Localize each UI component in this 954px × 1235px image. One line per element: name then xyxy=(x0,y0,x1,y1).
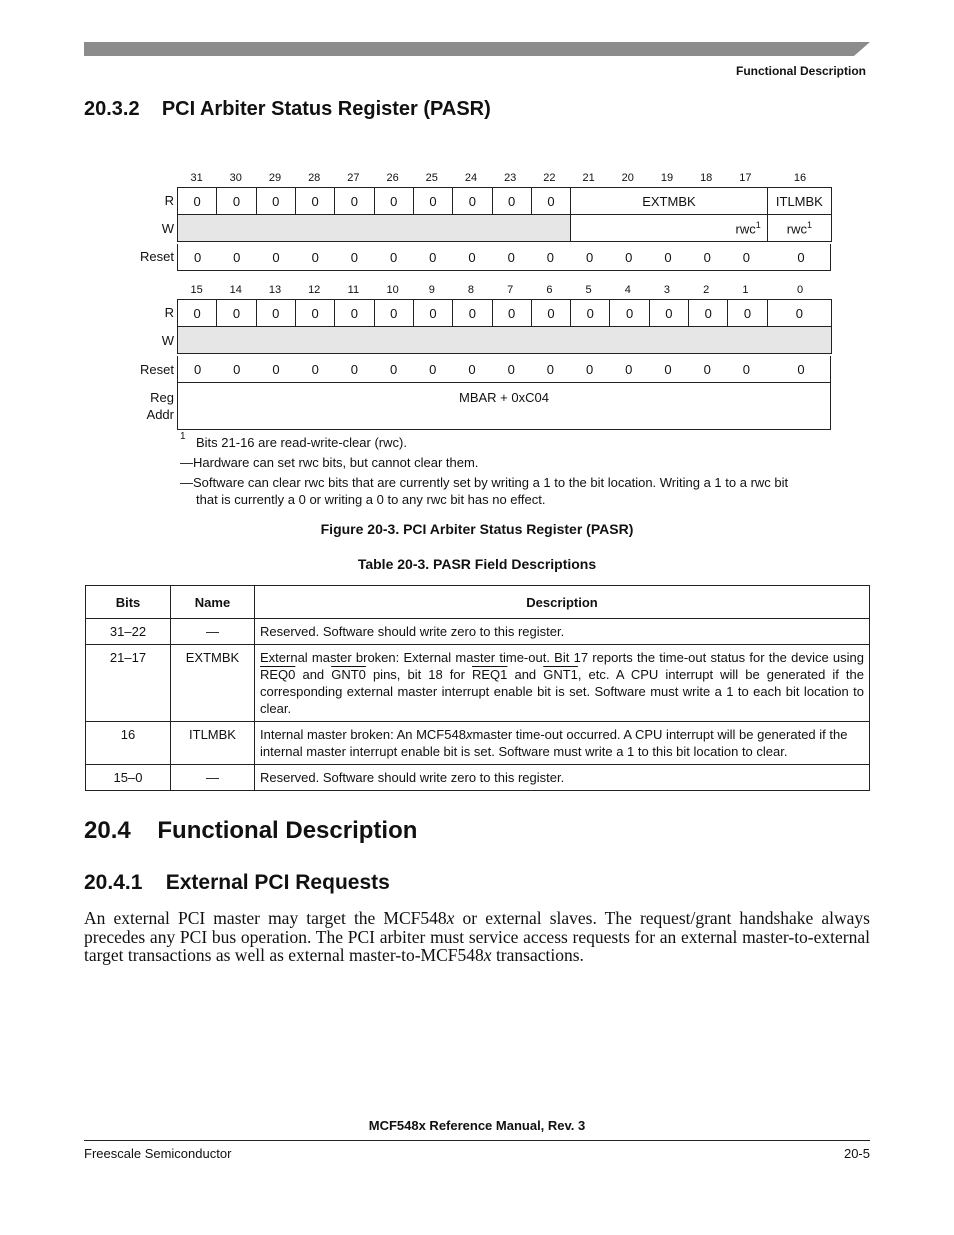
bit-cell: 0 xyxy=(453,188,492,215)
bit-cell: 0 xyxy=(295,300,334,327)
row-label-w: W xyxy=(161,333,174,348)
reset-value: 0 xyxy=(468,362,476,377)
cell-name: ITLMBK xyxy=(171,722,255,765)
cell-bits: 31–22 xyxy=(86,619,171,645)
cell-name: — xyxy=(171,765,255,791)
reset-value: 0 xyxy=(742,362,750,377)
bit-number: 26 xyxy=(386,172,399,184)
footnote-marker: 1 xyxy=(180,431,186,442)
register-address: MBAR + 0xC04 xyxy=(177,383,831,430)
bit-number: 0 xyxy=(796,284,804,296)
row-label-w: W xyxy=(161,221,174,236)
bit-number: 10 xyxy=(386,284,399,296)
bit-cell: 0 xyxy=(256,188,295,215)
reset-value: 0 xyxy=(703,250,711,265)
bit-cell: 0 xyxy=(492,188,531,215)
reset-value: 0 xyxy=(546,362,554,377)
header-bits: Bits xyxy=(86,586,171,619)
bit-number: 31 xyxy=(190,172,203,184)
bit-cell: 0 xyxy=(649,300,688,327)
bit-number: 1 xyxy=(742,284,749,296)
footer-company: Freescale Semiconductor xyxy=(84,1146,232,1161)
body-paragraph: An external PCI master may target the MCF548x or external slaves. The request/grant handshake always precedes any PCI bus operation. The PCI arbiter must service access requests for an external master-to-external target transactions as well as external master-to-MCF548x transactions. xyxy=(84,908,870,965)
footer-divider xyxy=(84,1140,870,1141)
bit-number: 24 xyxy=(464,172,478,184)
reset-value: 0 xyxy=(625,250,633,265)
table-caption: Table 20-3. PASR Field Descriptions xyxy=(357,556,597,572)
reset-value: 0 xyxy=(389,362,398,377)
bit-cell: 0 xyxy=(374,300,413,327)
bit-cell: 0 xyxy=(610,300,649,327)
reset-value: 0 xyxy=(429,250,437,265)
reset-row-lower xyxy=(177,356,831,383)
reset-value: 0 xyxy=(468,250,476,265)
reset-value: 0 xyxy=(311,362,319,377)
cell-description: Internal master broken: An MCF548xmaster time-out occurred. A CPU interrupt will be generated if the internal master interrupt enable bit is set. Software must write a 1 to this bit location to clear. xyxy=(255,722,870,765)
bit-cell: 0 xyxy=(178,188,217,215)
bit-number: 11 xyxy=(347,284,360,296)
bit-numbers-lower xyxy=(177,284,831,298)
reset-value: 0 xyxy=(585,362,594,377)
section-heading-20-3-2: 20.3.2 PCI Arbiter Status Register (PASR) xyxy=(84,98,491,120)
bit-cell: 0 xyxy=(728,300,767,327)
bit-cell: 0 xyxy=(335,300,374,327)
bit-number: 5 xyxy=(585,284,592,296)
footer-manual-title: MCF548x Reference Manual, Rev. 3 xyxy=(368,1118,586,1133)
bit-number: 27 xyxy=(347,172,360,184)
reset-value: 0 xyxy=(193,362,202,377)
bit-number: 6 xyxy=(546,284,553,296)
cell-name: EXTMBK xyxy=(171,645,255,722)
reset-value: 0 xyxy=(507,250,515,265)
register-lower-rw xyxy=(177,299,832,354)
row-label-r: R xyxy=(164,305,174,320)
footnote-line-3: —Software can clear rwc bits that are currently set by writing a 1 to the bit location. Writing a 1 to a rwc bit xyxy=(180,475,789,490)
running-header: Functional Description xyxy=(735,64,866,78)
bit-cell: 0 xyxy=(531,188,570,215)
bit-cell: 0 xyxy=(531,300,570,327)
reset-value: 0 xyxy=(797,250,805,265)
table-row xyxy=(86,722,870,765)
reserved-write-area xyxy=(178,327,832,354)
signal-req0: REQ0 xyxy=(260,667,296,682)
bit-number: 25 xyxy=(425,172,438,184)
bit-numbers-upper xyxy=(177,172,831,186)
signal-gnt1: GNT1 xyxy=(543,667,578,682)
reserved-write-area xyxy=(178,215,571,242)
table-row xyxy=(86,645,870,722)
header-description: Description xyxy=(255,586,870,619)
bit-number: 20 xyxy=(621,172,634,184)
signal-gnt0: GNT0 xyxy=(331,667,366,682)
bit-number: 29 xyxy=(268,172,282,184)
reset-value: 0 xyxy=(272,362,280,377)
table-row xyxy=(86,765,870,791)
bit-cell: 0 xyxy=(571,300,610,327)
bit-number: 13 xyxy=(268,284,282,296)
bit-cell: 0 xyxy=(689,300,728,327)
bit-number: 7 xyxy=(507,284,514,296)
field-itlmbk: ITLMBK xyxy=(767,188,831,215)
bit-number: 22 xyxy=(543,172,556,184)
reset-value: 0 xyxy=(742,250,750,265)
bit-number: 15 xyxy=(190,284,203,296)
bit-number: 14 xyxy=(229,284,242,296)
figure-caption: Figure 20-3. PCI Arbiter Status Register (PASR) xyxy=(320,521,634,537)
section-heading-20-4: 20.4 Functional Description xyxy=(84,817,418,844)
reset-value: 0 xyxy=(703,362,711,377)
register-upper-rw xyxy=(177,187,832,242)
cell-description: Reserved. Software should write zero to this register. xyxy=(255,619,870,645)
row-label-reg: Reg xyxy=(150,390,174,405)
bit-number: 2 xyxy=(703,284,710,296)
reset-value: 0 xyxy=(546,250,554,265)
row-label-r: R xyxy=(164,193,174,208)
row-label-reset: Reset xyxy=(140,249,174,264)
bit-cell: 0 xyxy=(217,300,256,327)
reset-value: 0 xyxy=(233,362,241,377)
bit-cell: 0 xyxy=(413,188,452,215)
bit-cell: 0 xyxy=(295,188,334,215)
bit-number: 4 xyxy=(624,284,631,296)
bit-cell: 0 xyxy=(453,300,492,327)
bit-number: 23 xyxy=(504,172,517,184)
row-label-addr: Addr xyxy=(146,407,174,422)
signal-req1: REQ1 xyxy=(472,667,508,682)
reset-value: 0 xyxy=(350,250,358,265)
cell-name: — xyxy=(171,619,255,645)
bit-cell: 0 xyxy=(178,300,217,327)
cell-bits: 15–0 xyxy=(86,765,171,791)
field-itlmbk-rwc: rwc$^1$ xyxy=(767,215,831,242)
bit-cell: 0 xyxy=(413,300,452,327)
reset-value: 0 xyxy=(585,250,594,265)
bit-number: 12 xyxy=(308,284,321,296)
bit-number: 21 xyxy=(582,172,595,184)
reset-value: 0 xyxy=(350,362,358,377)
bit-cell: 0 xyxy=(492,300,531,327)
page-number: 20-5 xyxy=(843,1146,870,1161)
table-row xyxy=(86,619,870,645)
reset-value: 0 xyxy=(797,362,805,377)
bit-cell: 0 xyxy=(217,188,256,215)
bit-number: 16 xyxy=(793,172,807,184)
reset-value: 0 xyxy=(429,362,437,377)
reset-value: 0 xyxy=(507,362,515,377)
bit-cell: 0 xyxy=(335,188,374,215)
field-descriptions-table xyxy=(85,585,870,791)
reset-value: 0 xyxy=(389,250,398,265)
bit-cell: 0 xyxy=(767,300,831,327)
header-name: Name xyxy=(171,586,255,619)
bit-number: 18 xyxy=(700,172,713,184)
bit-number: 17 xyxy=(739,172,752,184)
cell-bits: 16 xyxy=(86,722,171,765)
footnote-line-2: —Hardware can set rwc bits, but cannot clear them. xyxy=(180,455,479,470)
footnote-line-1: Bits 21-16 are read-write-clear (rwc). xyxy=(196,435,407,450)
field-extmbk: EXTMBK xyxy=(571,188,768,215)
reset-value: 0 xyxy=(311,250,319,265)
table-header-row xyxy=(86,586,870,619)
cell-description: External master broken: External master time-out. Bit 17 reports the time-out status for the device using REQ0 and GNT0 pins, bit 18 for REQ1 and GNT1, etc. A CPU interrupt will be generated if the corresponding external master interrupt enable bit is set. Software must write a 1 to each bit location to clear. xyxy=(255,645,870,722)
reset-value: 0 xyxy=(193,250,202,265)
bit-cell: 0 xyxy=(374,188,413,215)
reset-value: 0 xyxy=(272,250,280,265)
row-label-reset: Reset xyxy=(140,362,174,377)
reset-row-upper xyxy=(177,244,831,271)
header-bar xyxy=(84,42,870,56)
bit-number: 19 xyxy=(660,172,674,184)
footnote-line-3-cont: that is currently a 0 or writing a 0 to any rwc bit has no effect. xyxy=(196,492,546,507)
bit-number: 28 xyxy=(308,172,321,184)
reset-value: 0 xyxy=(664,250,672,265)
cell-bits: 21–17 xyxy=(86,645,171,722)
bit-number: 3 xyxy=(663,284,671,296)
reset-value: 0 xyxy=(233,250,241,265)
reset-value: 0 xyxy=(625,362,633,377)
bit-cell: 0 xyxy=(256,300,295,327)
bit-number: 30 xyxy=(229,172,242,184)
cell-description: Reserved. Software should write zero to this register. xyxy=(255,765,870,791)
section-heading-20-4-1: 20.4.1 External PCI Requests xyxy=(84,871,390,894)
reset-value: 0 xyxy=(664,362,672,377)
bit-number: 8 xyxy=(467,284,475,296)
bit-number: 9 xyxy=(428,284,435,296)
field-extmbk-rwc: rwc$^1$ xyxy=(571,215,768,242)
